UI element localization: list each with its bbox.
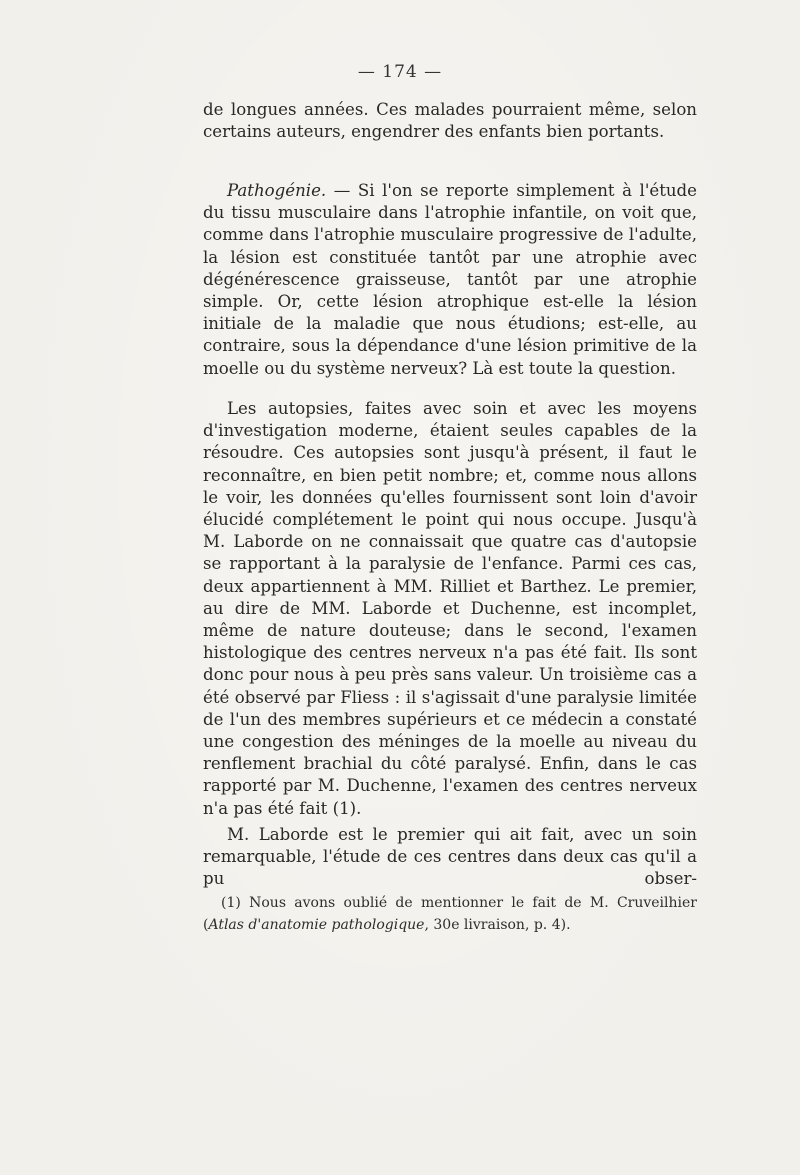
paragraph-text: Les autopsies, faites avec soin et avec les moyens d'investigation moderne, étaient seules capables de la résoudre. Ces autopsies sont jusqu'à présent, il faut le reconnaître, en bien petit nombre; et, comme nous allons le voir, les données qu'elles fournissent sont loin d'avoir élucidé complétement le point qui nous occupe. Jusqu'à M. Laborde on ne connaissait que quatre cas d'autopsie se rapportant à la paralysie de l'enfance. Parmi ces cas, deux appartiennent à MM. Rilliet et Barthez. Le premier, au dire de MM. Laborde et Duchenne, est incomplet, même de nature douteuse; dans le second, l'examen histologique des centres nerveux n'a pas été fait. Ils sont donc pour nous à peu près sans valeur. Un troisième cas a été observé par Fliess : il s'agissait d'une paralysie limitée de l'un des membres supérieurs et ce médecin a constaté une congestion des méninges de la moelle au niveau du renflement brachial du côté paralysé. Enfin, dans le cas rapporté par M. Duchenne, l'examen des centres nerveux n'a pas été fait (1). xyxy=(203,399,697,818)
page-number: — 174 — xyxy=(357,62,443,82)
footnote-text-end: , 30e livraison, p. 4). xyxy=(424,917,571,933)
footnote-text: (1) Nous avons oublié de mentionner le fait de M. Cruveilhier ( xyxy=(203,895,697,933)
paragraph-text xyxy=(203,180,697,380)
footnote xyxy=(203,892,697,936)
section-heading: Pathogénie. xyxy=(227,181,327,200)
paragraph-text: de longues années. Ces malades pourraient même, selon certains auteurs, engendrer des enfants bien portants. xyxy=(203,100,697,142)
paragraph-continuation xyxy=(203,99,697,143)
paragraph-body: — Si l'on se reporte simplement à l'étude du tissu musculaire dans l'atrophie infantile, on voit que, comme dans l'atrophie musculaire progressive de l'adulte, la lésion est constituée tantôt par une atrophie avec dégénérescence graisseuse, tantôt par une atrophie simple. Or, cette lésion atrophique est-elle la lésion initiale de la maladie que nous étudions; est-elle, au contraire, sous la dépendance d'une lésion primitive de la moelle ou du système nerveux? Là est toute la question. xyxy=(203,181,697,378)
paragraph-text: M. Laborde est le premier qui ait fait, avec un soin remarquable, l'étude de ces centres dans deux cas qu'il a pu obser- xyxy=(203,825,697,889)
paragraph-pathogenie xyxy=(203,180,697,380)
paragraph-autopsies xyxy=(203,398,697,820)
paragraph-laborde xyxy=(203,824,697,891)
footnote-title: Atlas d'anatomie pathologique xyxy=(208,917,425,933)
